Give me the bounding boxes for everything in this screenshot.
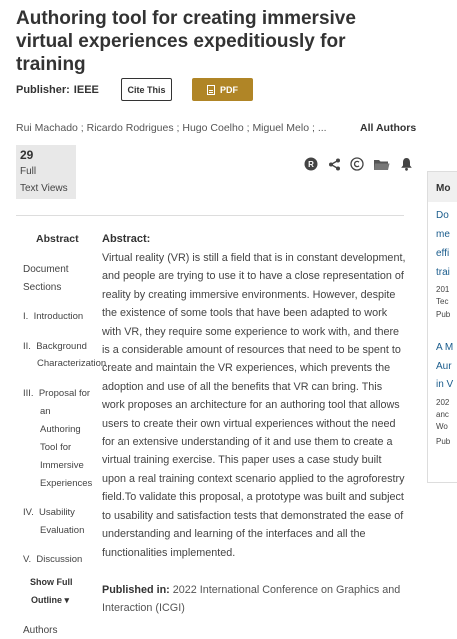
article-toolbar [304, 157, 413, 171]
publisher [16, 78, 99, 102]
toc-item-proposal-line[interactable]: an [40, 406, 51, 417]
abstract-line: with VR, they require some experience to work with, and there [102, 325, 400, 338]
abstract-line: for an extensive understanding of it and use them to create a [102, 436, 393, 449]
toc-item-background[interactable]: II. Background [23, 341, 87, 352]
related-link[interactable]: effi [436, 248, 450, 259]
toc-item-proposal[interactable]: III. Proposal for [23, 388, 91, 399]
cite-this-button[interactable]: Cite This [121, 78, 172, 101]
more-like-this-card [427, 171, 457, 483]
related-link[interactable]: me [436, 229, 450, 240]
related-meta: Pub [436, 310, 451, 319]
author-list: Rui Machado ; Ricardo Rodrigues ; Hugo Coelho ; Miguel Melo ; ... [16, 122, 327, 134]
toc-item-proposal-line[interactable]: Authoring [40, 424, 81, 435]
abstract-line: Virtual reality (VR) is still a field that is in constant development, [102, 252, 406, 264]
toc-item-proposal-line[interactable]: Tool for [40, 442, 72, 453]
related-meta: Pub [436, 437, 451, 446]
toc-heading: Document [23, 264, 69, 275]
abstract-line: adoption and use of all the benefits that VR can bring. This [102, 380, 383, 393]
published-in-label: Published in: [102, 584, 170, 596]
pdf-label: PDF [220, 84, 238, 95]
related-link[interactable]: in V [436, 379, 454, 390]
related-link[interactable]: trai [436, 267, 450, 278]
author-link[interactable]: Hugo Coelho [182, 122, 244, 134]
related-link[interactable]: Do [436, 210, 449, 221]
metric-count: 29 [20, 148, 34, 162]
abstract-text [102, 249, 414, 562]
show-full-outline-button[interactable]: Show Full [30, 577, 73, 587]
toc-item-proposal-line[interactable]: Experiences [40, 478, 93, 489]
abstract-line: is a considerable amount of resources that need to be spent to [102, 344, 401, 357]
abstract-line: virtual training exercise. This paper uses a case study built [102, 454, 382, 467]
metric-label-2: Text Views [20, 183, 68, 194]
related-meta: 201 [436, 285, 450, 294]
bell-icon[interactable] [399, 157, 413, 171]
divider [16, 215, 404, 216]
abstract-line: upon a real training context scenario applied to the agroforestry [102, 472, 405, 485]
caret-down-icon: ▾ [64, 595, 70, 605]
related-meta: anc [436, 410, 449, 419]
pdf-button[interactable] [192, 78, 253, 101]
author-ellipsis: ... [317, 122, 327, 134]
author-link[interactable]: Miguel Melo [252, 122, 310, 134]
folder-icon[interactable] [373, 157, 390, 171]
conference-link-line[interactable]: Interaction (ICGI) [102, 602, 185, 615]
svg-text:R: R [308, 160, 314, 169]
related-link[interactable]: Aur [436, 361, 452, 372]
metric-label-1: Full [20, 166, 37, 177]
author-link[interactable]: Rui Machado [16, 122, 78, 134]
abstract-line: field.To validate this proposal, a prototype was built and subject [102, 491, 404, 504]
author-link[interactable]: Ricardo Rodrigues [86, 122, 174, 134]
related-meta: Tec [436, 297, 449, 306]
r-circle-icon[interactable] [304, 157, 318, 171]
toc-item-usability-line[interactable]: Evaluation [40, 525, 85, 536]
article-title: Authoring tool for creating immersive virtual experiences expeditiously for training [16, 8, 356, 75]
toc-item-proposal-line[interactable]: Immersive [40, 460, 84, 471]
publisher-value[interactable]: IEEE [73, 84, 99, 96]
share-icon[interactable] [327, 157, 341, 171]
show-full-outline-button-line[interactable]: Outline ▾ [31, 595, 70, 605]
abstract-line: work proposes an architecture for an authoring tool that allows [102, 399, 400, 412]
toc-authors[interactable]: Authors [23, 625, 58, 636]
related-link[interactable]: A M [436, 342, 454, 353]
toc-item-background-line[interactable]: Characterization [37, 358, 107, 369]
abstract-line: and people are trying to use it to have a close representation of [102, 270, 404, 283]
abstract-line: understanding and learning of the interfaces and all the [102, 528, 366, 541]
abstract-line: create and maintain the VR experiences, which prevents the [102, 362, 391, 375]
publisher-label: Publisher: [16, 84, 70, 96]
toc-item-discussion[interactable]: V. Discussion [23, 554, 83, 565]
abstract-line: users to create their own virtual experiences without the need [102, 417, 396, 430]
all-authors-link[interactable]: All Authors [360, 122, 417, 134]
related-meta: 202 [436, 398, 450, 407]
published-in [102, 581, 414, 618]
toc-item-usability[interactable]: IV. Usability [23, 507, 75, 518]
card-header-text: Mo [436, 183, 451, 194]
document-icon [207, 85, 215, 95]
abstract-line: to usability and satisfaction tests that demonstrated the ease of [102, 509, 404, 522]
abstract-line: reality by creating immersive environments. However, despite [102, 288, 396, 301]
toc-abstract[interactable]: Abstract [36, 233, 79, 245]
related-meta: Wo [436, 422, 448, 431]
toc-item-introduction[interactable]: I. Introduction [23, 311, 84, 322]
conference-link[interactable]: 2022 International Conference on Graphics and [172, 584, 401, 596]
abstract-heading: Abstract: [102, 233, 151, 245]
abstract-line: the existence of some tools that have been adapted to work [102, 307, 388, 320]
copyright-icon[interactable] [350, 157, 364, 171]
metrics-box[interactable] [16, 145, 76, 199]
toc-heading: Sections [23, 282, 62, 293]
abstract-line: functionalities implemented. [102, 546, 236, 559]
